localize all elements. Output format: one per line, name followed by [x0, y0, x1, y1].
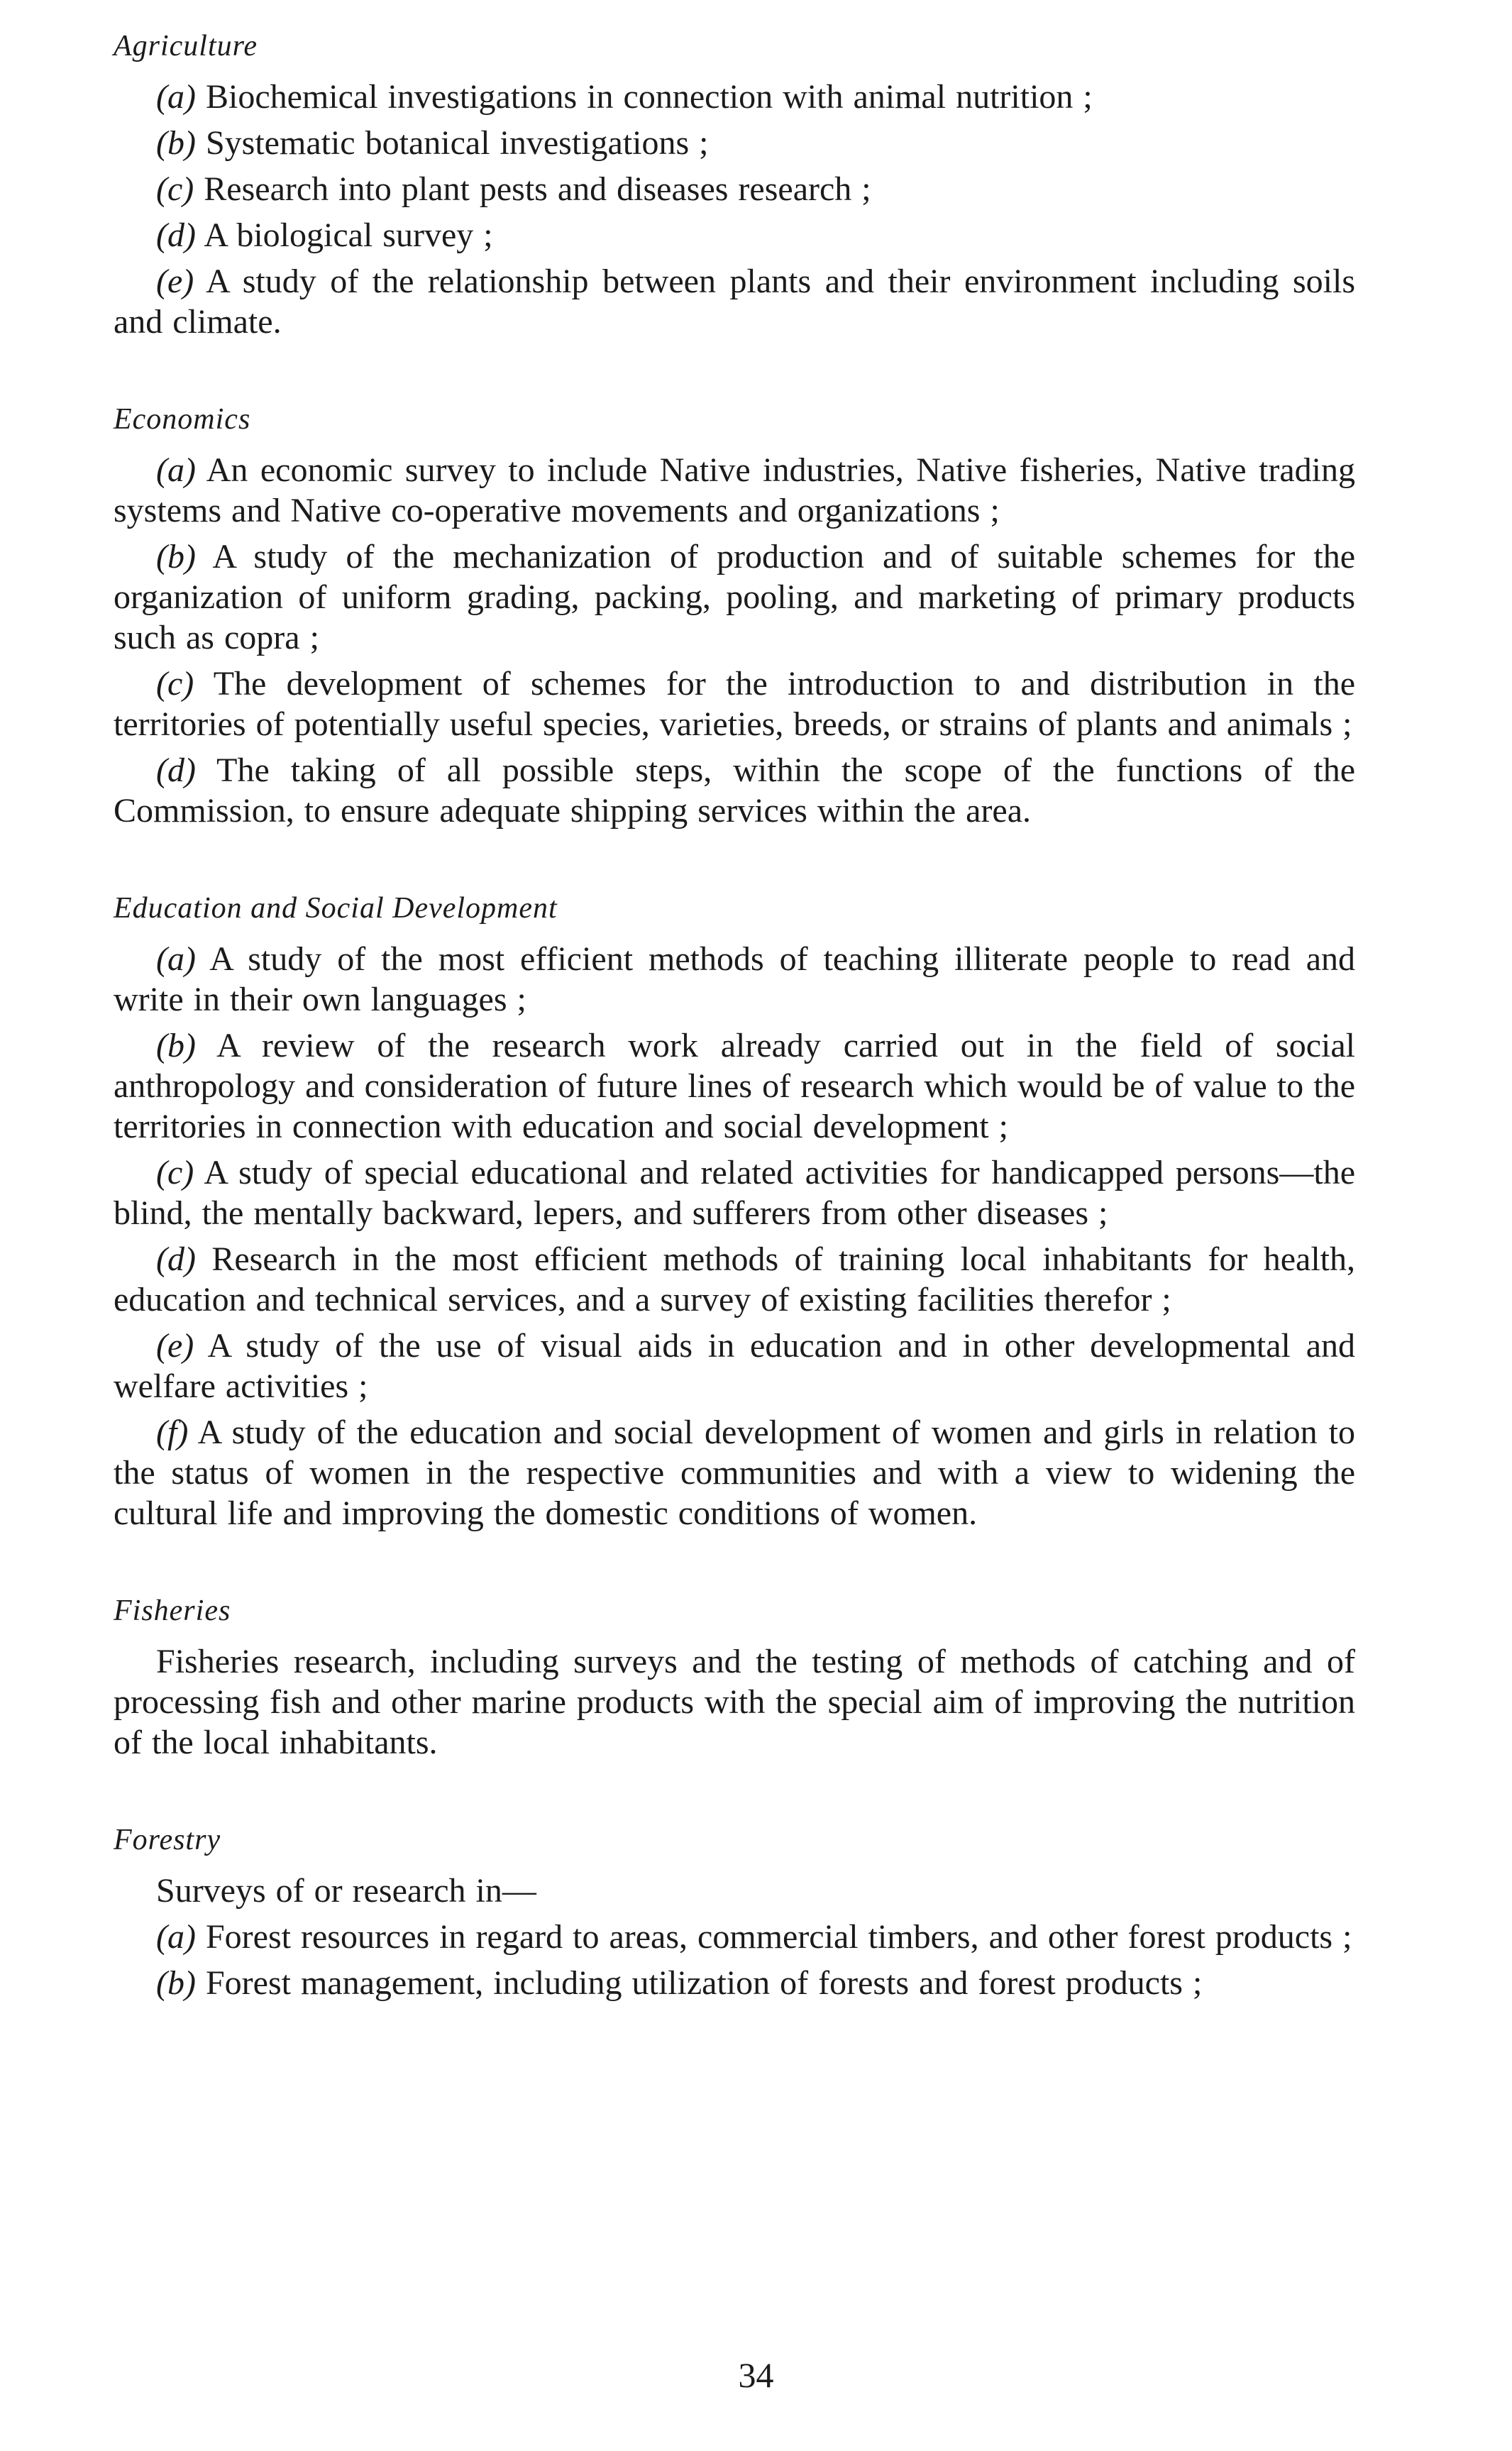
paragraph [114, 663, 1355, 744]
item-text: A review of the research work already carried out in the field of social anthropology and consideration of future lines of research which would be of value to the territories in connection with education and social development ; [114, 1027, 1355, 1145]
item-text: An economic survey to include Native industries, Native fisheries, Native trading systems and Native co-operative movements and organizations ; [114, 451, 1355, 529]
item-text: Surveys of or research in— [156, 1872, 536, 1910]
item-mark: (c) [156, 665, 194, 703]
item-text: A study of the education and social development of women and girls in relation to the status of women in the respective communities and with a view to widening the cultural life and improving the domestic conditions of women. [114, 1414, 1355, 1532]
item-text: A study of the mechanization of production and of suitable schemes for the organization of uniform grading, packing, pooling, and marketing of primary products such as copra ; [114, 538, 1355, 656]
section-title: Economics [114, 403, 251, 436]
paragraph [114, 939, 1355, 1020]
item-mark: (c) [156, 170, 194, 208]
item-mark: (e) [156, 1327, 194, 1365]
item-mark: (a) [156, 940, 196, 978]
paragraph [114, 1641, 1355, 1763]
paragraph [114, 1963, 1355, 2003]
section-title: Education and Social Development [114, 892, 558, 925]
item-mark: (b) [156, 1964, 196, 2002]
paragraph [114, 1025, 1355, 1147]
item-text: A study of special educational and related activities for handicapped persons—the blind, the mentally backward, lepers, and sufferers from other diseases ; [114, 1154, 1356, 1232]
paragraph [114, 1326, 1355, 1406]
item-mark: (d) [156, 1240, 196, 1278]
item-text: Biochemical investigations in connection with animal nutrition ; [205, 78, 1093, 116]
item-mark: (a) [156, 1918, 196, 1956]
section-agriculture [114, 28, 1355, 342]
paragraph [114, 1917, 1355, 1957]
section-education [114, 891, 1355, 1533]
item-text: Forest resources in regard to areas, commercial timbers, and other forest products ; [205, 1918, 1352, 1956]
item-mark: (b) [156, 124, 196, 162]
item-text: The taking of all possible steps, within the scope of the functions of the Commission, to ensure adequate shipping services within the area. [114, 751, 1355, 830]
item-text: Research in the most efficient methods of training local inhabitants for health, education and technical services, and a survey of existing facilities therefor ; [114, 1240, 1355, 1318]
item-text: The development of schemes for the introduction to and distribution in the territories of potentially useful species, varieties, breeds, or strains of plants and animals ; [114, 665, 1355, 743]
section-economics [114, 402, 1355, 831]
item-mark: (a) [156, 78, 196, 116]
page-number: 34 [738, 2355, 774, 2395]
item-text: Fisheries research, including surveys and the testing of methods of catching and of processing fish and other marine products with the special aim of improving the nutrition of the local inhabitants. [114, 1643, 1355, 1761]
section-title: Fisheries [114, 1594, 231, 1627]
item-mark: (d) [156, 751, 196, 789]
item-mark: (f) [156, 1414, 189, 1451]
paragraph [114, 450, 1355, 531]
paragraph [114, 1412, 1355, 1533]
item-text: Research into plant pests and diseases research ; [204, 170, 871, 208]
section-title: Agriculture [114, 30, 258, 62]
item-mark: (e) [156, 263, 194, 300]
item-mark: (b) [156, 538, 196, 575]
paragraph [114, 1152, 1355, 1233]
section-forestry [114, 1822, 1355, 2003]
paragraph [114, 750, 1355, 831]
item-text: A study of the use of visual aids in education and in other developmental and welfare activities ; [114, 1327, 1355, 1405]
page-body [114, 28, 1355, 2063]
section-title: Forestry [114, 1824, 221, 1856]
paragraph [114, 261, 1355, 342]
item-text: A biological survey ; [204, 216, 493, 254]
item-text: A study of the most efficient methods of teaching illiterate people to read and write in their own languages ; [114, 940, 1355, 1018]
paragraph [114, 77, 1355, 117]
item-mark: (a) [156, 451, 196, 489]
paragraph [114, 536, 1355, 658]
item-mark: (c) [156, 1154, 194, 1191]
item-text: Systematic botanical investigations ; [205, 124, 709, 162]
paragraph [114, 215, 1355, 255]
paragraph [114, 123, 1355, 163]
item-mark: (d) [156, 216, 196, 254]
paragraph [114, 1239, 1355, 1320]
item-mark: (b) [156, 1027, 196, 1064]
item-text: Forest management, including utilization of forests and forest products ; [205, 1964, 1203, 2002]
paragraph [114, 1871, 1355, 1911]
section-fisheries [114, 1593, 1355, 1763]
item-text: A study of the relationship between plants and their environment including soils and climate. [114, 263, 1355, 341]
paragraph [114, 169, 1355, 209]
